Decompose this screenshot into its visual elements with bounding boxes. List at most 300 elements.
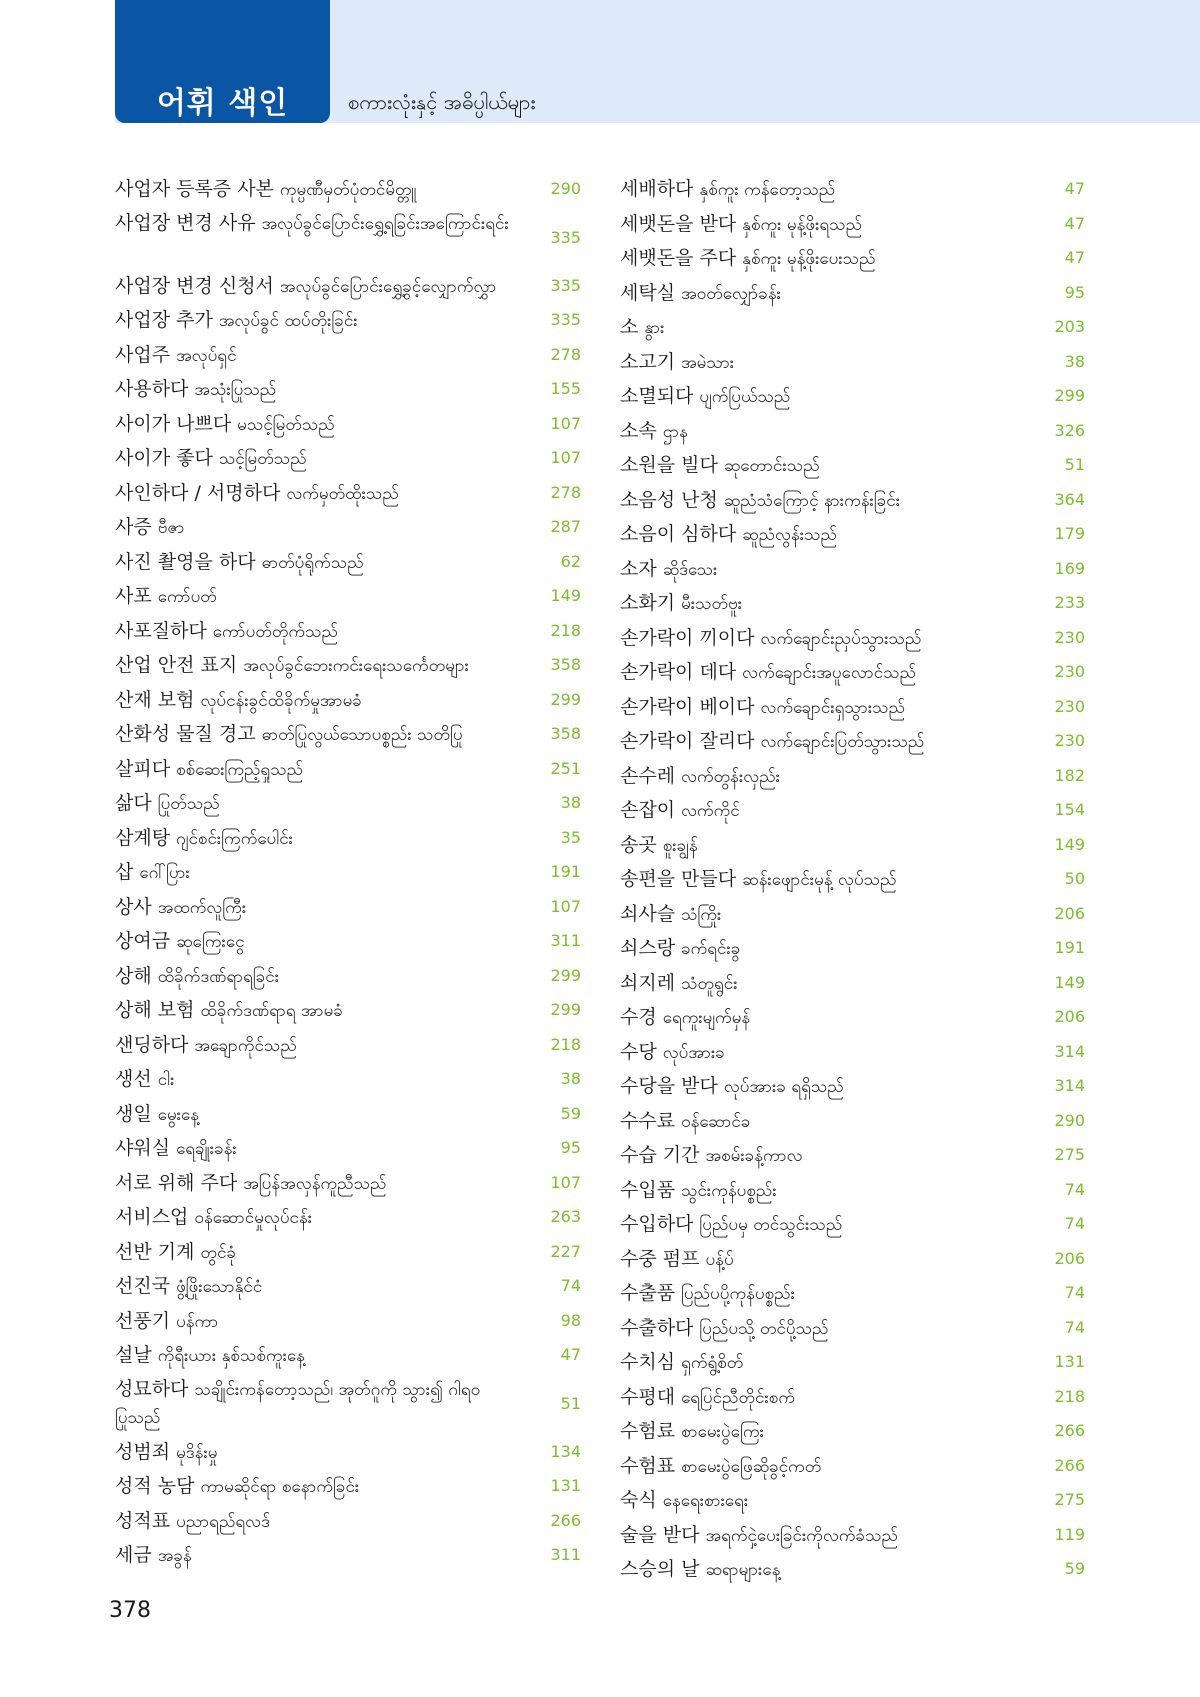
page-reference: 38 bbox=[560, 1069, 581, 1088]
index-entry bbox=[115, 824, 581, 859]
entry-term bbox=[620, 348, 1025, 377]
entry-term bbox=[620, 1555, 1025, 1584]
index-entry bbox=[115, 996, 581, 1031]
entry-term bbox=[620, 279, 1025, 308]
myanmar-meaning: စူးချွန် bbox=[662, 835, 698, 856]
entry-term bbox=[620, 1072, 1025, 1101]
index-entry bbox=[115, 1438, 581, 1473]
entry-term bbox=[115, 1169, 521, 1198]
page-reference: 278 bbox=[550, 344, 581, 364]
korean-term: 성묘하다 bbox=[115, 1377, 189, 1400]
entry-term bbox=[115, 893, 521, 922]
page-reference: 131 bbox=[550, 1476, 581, 1495]
index-entry bbox=[115, 686, 581, 721]
korean-term: 수험표 bbox=[620, 1454, 676, 1477]
entry-term bbox=[115, 651, 521, 680]
index-entry bbox=[115, 582, 581, 617]
myanmar-meaning: ပျက်ပြယ်သည် bbox=[699, 387, 791, 407]
myanmar-meaning: နေရေးစားရေး bbox=[662, 1491, 749, 1511]
korean-term: 세뱃돈을 주다 bbox=[620, 247, 737, 269]
page-reference: 314 bbox=[1054, 1041, 1085, 1061]
index-entry bbox=[620, 210, 1085, 245]
myanmar-meaning: အဝတ်လျှော်ခန်း bbox=[681, 283, 781, 304]
page-reference: 299 bbox=[550, 965, 581, 985]
myanmar-meaning: ကိုရီးယား နှစ်သစ်ကူးနေ့ bbox=[157, 1346, 305, 1366]
myanmar-meaning: အသုံးပြုသည် bbox=[194, 380, 277, 400]
myanmar-meaning: သံတူရွင်း bbox=[681, 973, 738, 994]
korean-term: 성적 농담 bbox=[115, 1475, 195, 1497]
myanmar-meaning: အမဲသား bbox=[681, 352, 735, 373]
myanmar-meaning: ရေပြင်ညီတိုင်းစက် bbox=[681, 1387, 795, 1408]
korean-term: 소속 bbox=[620, 419, 657, 442]
entry-term bbox=[115, 1238, 521, 1267]
index-entry bbox=[115, 617, 581, 652]
entry-term bbox=[115, 582, 521, 611]
page-reference: 35 bbox=[560, 827, 581, 847]
page-reference: 230 bbox=[1054, 662, 1085, 681]
page-reference: 233 bbox=[1054, 593, 1085, 612]
index-entry bbox=[620, 1314, 1085, 1349]
myanmar-meaning: လက်ချောင်းအပူလောင်သည် bbox=[742, 663, 917, 683]
korean-term: 삽 bbox=[115, 861, 134, 883]
myanmar-meaning: ဆရာများနေ့ bbox=[705, 1560, 781, 1580]
myanmar-meaning: ဆူညံသံကြောင့် နားကန်းခြင်း bbox=[723, 490, 901, 511]
index-column-right bbox=[620, 175, 1085, 1590]
page-reference: 266 bbox=[1054, 1455, 1085, 1475]
page-reference: 275 bbox=[1054, 1490, 1085, 1509]
entry-term bbox=[115, 513, 521, 542]
index-entry bbox=[620, 1003, 1085, 1038]
korean-term: 손수레 bbox=[620, 764, 676, 787]
index-entry bbox=[115, 210, 581, 272]
korean-term: 수험료 bbox=[620, 1420, 676, 1442]
entry-term bbox=[620, 934, 1025, 963]
korean-term: 사업자 등록증 사본 bbox=[115, 178, 274, 200]
korean-term: 수평대 bbox=[620, 1385, 676, 1408]
page-reference: 95 bbox=[1064, 282, 1085, 302]
index-entry bbox=[620, 175, 1085, 210]
page-reference: 74 bbox=[1064, 1317, 1085, 1337]
korean-term: 소원을 빌다 bbox=[620, 454, 718, 476]
korean-term: 샤워실 bbox=[115, 1137, 171, 1159]
page-reference: 206 bbox=[1054, 1248, 1085, 1268]
myanmar-meaning: ဝန်ဆောင်မှုလုပ်ငန်း bbox=[194, 1208, 313, 1228]
index-entry bbox=[115, 1376, 581, 1438]
page-reference: 218 bbox=[550, 620, 581, 640]
korean-term: 상해 보험 bbox=[115, 999, 195, 1021]
index-entry bbox=[115, 513, 581, 548]
index-entry bbox=[115, 1169, 581, 1204]
index-entry bbox=[115, 1238, 581, 1273]
page-reference: 74 bbox=[1064, 1283, 1085, 1302]
entry-term bbox=[620, 762, 1025, 791]
korean-term: 사이가 좋다 bbox=[115, 447, 213, 469]
page-reference: 154 bbox=[1054, 800, 1085, 819]
entry-term bbox=[115, 1341, 521, 1370]
index-entry bbox=[620, 1383, 1085, 1418]
myanmar-meaning: ပန်ကာ bbox=[176, 1311, 219, 1332]
myanmar-meaning: ဆူညံလွန်းသည် bbox=[742, 525, 837, 545]
myanmar-meaning: ဌာန bbox=[662, 421, 688, 442]
entry-term bbox=[115, 341, 521, 370]
entry-term bbox=[115, 272, 521, 301]
index-entry bbox=[620, 1348, 1085, 1383]
korean-term: 수수료 bbox=[620, 1109, 676, 1132]
index-entry bbox=[620, 1210, 1085, 1245]
korean-term: 손가락이 데다 bbox=[620, 661, 737, 683]
korean-term: 스승의 날 bbox=[620, 1558, 700, 1580]
page-reference: 206 bbox=[1054, 1007, 1085, 1026]
myanmar-meaning: ခက်ရင်းခွ bbox=[681, 939, 741, 959]
myanmar-meaning: သွင်းကုန်ပစ္စည်း bbox=[681, 1180, 777, 1201]
index-entry bbox=[620, 1176, 1085, 1211]
myanmar-meaning: အလုပ်ခွင်ပြောင်းရွှေ့ရခြင်းအကြောင်းရင်း bbox=[261, 213, 509, 234]
page-reference: 191 bbox=[550, 862, 581, 881]
myanmar-meaning: အပြန်အလှန်ကူညီသည် bbox=[243, 1173, 387, 1194]
page-reference: 134 bbox=[550, 1441, 581, 1461]
index-entry bbox=[620, 1141, 1085, 1176]
index-entry bbox=[115, 858, 581, 893]
page-reference: 95 bbox=[560, 1138, 581, 1157]
index-entry bbox=[620, 934, 1085, 969]
page-reference: 275 bbox=[1054, 1145, 1085, 1164]
page-reference: 74 bbox=[560, 1276, 581, 1295]
myanmar-meaning: ရှက်ရွံ့စိတ် bbox=[681, 1353, 744, 1373]
korean-term: 삶다 bbox=[115, 792, 152, 814]
index-entry bbox=[115, 1507, 581, 1542]
korean-term: 상해 bbox=[115, 964, 152, 987]
index-entry bbox=[115, 893, 581, 928]
myanmar-meaning: နှစ်ကူး မုန့်ဖိုးရသည် bbox=[742, 214, 863, 235]
page-reference: 47 bbox=[1064, 179, 1085, 198]
myanmar-meaning: သံကြိုး bbox=[681, 904, 722, 925]
myanmar-meaning: ပြုတ်သည် bbox=[157, 794, 220, 814]
entry-term bbox=[115, 858, 521, 887]
entry-term bbox=[620, 900, 1025, 929]
myanmar-meaning: လက်ချောင်းညှပ်သွားသည် bbox=[760, 628, 922, 649]
korean-term: 사포 bbox=[115, 585, 152, 607]
page-reference: 230 bbox=[1054, 696, 1085, 716]
entry-term bbox=[620, 244, 1025, 273]
korean-term: 서비스업 bbox=[115, 1206, 189, 1228]
index-column-left bbox=[115, 175, 581, 1576]
entry-term bbox=[620, 1348, 1025, 1377]
page-reference: 230 bbox=[1054, 731, 1085, 750]
entry-term bbox=[620, 1383, 1025, 1412]
entry-term bbox=[620, 175, 1025, 204]
page-reference: 299 bbox=[550, 689, 581, 709]
entry-term bbox=[620, 693, 1025, 722]
page-reference: 230 bbox=[1054, 627, 1085, 647]
page-reference: 266 bbox=[550, 1510, 581, 1530]
index-entry bbox=[620, 693, 1085, 728]
myanmar-meaning: အလုပ်ရှင် bbox=[176, 345, 237, 366]
korean-term: 소 bbox=[620, 316, 639, 338]
page-reference: 74 bbox=[1064, 1214, 1085, 1233]
page-reference: 335 bbox=[550, 275, 581, 295]
entry-term bbox=[620, 313, 1025, 342]
korean-term: 수입품 bbox=[620, 1178, 676, 1201]
index-entry bbox=[115, 1065, 581, 1100]
korean-term: 소고기 bbox=[620, 350, 676, 373]
korean-term: 소음이 심하다 bbox=[620, 523, 737, 545]
myanmar-meaning: သချိုင်းကန်တော့သည်၊ အုတ်ဂူကို သွား၍ ဂါရဝပြုသည် bbox=[115, 1379, 481, 1428]
entry-term bbox=[115, 1472, 521, 1501]
korean-term: 숙식 bbox=[620, 1489, 657, 1511]
page-reference: 107 bbox=[550, 448, 581, 467]
index-entry bbox=[620, 486, 1085, 521]
entry-term bbox=[620, 796, 1025, 825]
entry-term bbox=[115, 1272, 521, 1301]
entry-term bbox=[620, 486, 1025, 515]
entry-term bbox=[620, 520, 1025, 549]
korean-term: 사용하다 bbox=[115, 378, 189, 400]
myanmar-meaning: တွင်ခုံ bbox=[200, 1242, 237, 1263]
myanmar-meaning: ဂျင်စင်းကြက်ပေါင်း bbox=[176, 828, 293, 849]
myanmar-meaning: ပြည်ပသို့ တင်ပို့သည် bbox=[699, 1318, 829, 1339]
korean-term: 성적표 bbox=[115, 1509, 171, 1532]
entry-term bbox=[620, 1279, 1025, 1308]
myanmar-meaning: ရေကူးမျက်မှန် bbox=[662, 1008, 751, 1028]
index-entry bbox=[115, 272, 581, 307]
index-entry bbox=[620, 1107, 1085, 1142]
entry-term bbox=[115, 175, 521, 204]
index-entry bbox=[620, 1521, 1085, 1556]
myanmar-meaning: အလုပ်ခွင် ထပ်တိုးခြင်း bbox=[218, 311, 358, 331]
entry-term bbox=[620, 969, 1025, 998]
korean-term: 서로 위해 주다 bbox=[115, 1171, 238, 1194]
myanmar-meaning: နှစ်ကူး ကန်တော့သည် bbox=[699, 180, 836, 200]
korean-term: 산화성 물질 경고 bbox=[115, 723, 256, 745]
entry-term bbox=[620, 1107, 1025, 1136]
entry-term bbox=[115, 1100, 521, 1129]
index-entry bbox=[115, 651, 581, 686]
myanmar-meaning: ကာမဆိုင်ရာ စနောက်ခြင်း bbox=[200, 1477, 360, 1497]
index-entry bbox=[620, 865, 1085, 900]
myanmar-meaning: လုပ်အားခ ရရှိသည် bbox=[723, 1077, 844, 1097]
entry-term bbox=[115, 686, 521, 715]
myanmar-meaning: လုပ်ငန်းခွင်ထိခိုက်မှုအာမခံ bbox=[200, 690, 362, 711]
korean-term: 사이가 나쁘다 bbox=[115, 412, 232, 435]
index-entry bbox=[115, 341, 581, 376]
entry-term bbox=[620, 555, 1025, 584]
entry-term bbox=[115, 824, 521, 853]
korean-term: 생선 bbox=[115, 1068, 152, 1090]
entry-term bbox=[115, 1134, 521, 1163]
page-reference: 290 bbox=[1054, 1110, 1085, 1130]
korean-term: 소음성 난청 bbox=[620, 488, 718, 511]
korean-term: 산업 안전 표지 bbox=[115, 654, 238, 676]
page-reference: 50 bbox=[1064, 869, 1085, 888]
korean-term: 선풍기 bbox=[115, 1309, 171, 1332]
myanmar-meaning: ဗီဇာ bbox=[157, 518, 185, 538]
myanmar-meaning: အချောကိုင်သည် bbox=[194, 1035, 297, 1056]
page-reference: 47 bbox=[1064, 213, 1085, 233]
korean-term: 쇠사슬 bbox=[620, 902, 676, 925]
korean-term: 수출품 bbox=[620, 1282, 676, 1304]
entry-term bbox=[620, 1245, 1025, 1274]
page-subtitle: စကားလုံးနှင့် အဓိပ္ပါယ်များ bbox=[348, 90, 536, 114]
entry-term bbox=[115, 375, 521, 404]
index-entry bbox=[620, 658, 1085, 693]
page-reference: 263 bbox=[550, 1207, 581, 1226]
page-reference: 59 bbox=[1064, 1559, 1085, 1578]
index-entry bbox=[115, 175, 581, 210]
index-entry bbox=[620, 831, 1085, 866]
index-entry bbox=[620, 1452, 1085, 1487]
myanmar-meaning: ကုမ္ပဏီမှတ်ပုံတင်မိတ္တူ bbox=[279, 180, 417, 200]
page-reference: 155 bbox=[550, 379, 581, 398]
korean-term: 송편을 만들다 bbox=[620, 868, 737, 890]
korean-term: 수당을 받다 bbox=[620, 1075, 718, 1097]
korean-term: 산재 보험 bbox=[115, 688, 195, 711]
entry-term bbox=[620, 624, 1025, 653]
entry-term bbox=[620, 727, 1025, 756]
index-entry bbox=[620, 969, 1085, 1004]
myanmar-meaning: အထက်လူကြီး bbox=[157, 897, 247, 918]
korean-term: 손가락이 베이다 bbox=[620, 695, 755, 718]
entry-term bbox=[620, 1452, 1025, 1481]
page-reference: 266 bbox=[1054, 1421, 1085, 1440]
index-entry bbox=[620, 417, 1085, 452]
page-reference: 98 bbox=[560, 1310, 581, 1330]
entry-term bbox=[620, 382, 1025, 411]
entry-term bbox=[620, 831, 1025, 860]
index-entry bbox=[620, 520, 1085, 555]
page-reference: 51 bbox=[560, 1393, 581, 1413]
entry-term bbox=[115, 479, 521, 508]
index-entry bbox=[115, 755, 581, 790]
korean-term: 송곳 bbox=[620, 833, 657, 856]
page-reference: 218 bbox=[1054, 1386, 1085, 1406]
page-reference: 38 bbox=[560, 793, 581, 812]
index-entry bbox=[620, 796, 1085, 831]
index-entry bbox=[115, 789, 581, 824]
page-reference: 227 bbox=[550, 1241, 581, 1261]
entry-term bbox=[620, 1003, 1025, 1032]
myanmar-meaning: ဖွံ့ဖြိုးသောနိုင်ငံ bbox=[176, 1277, 263, 1297]
index-entry bbox=[115, 1341, 581, 1376]
page-reference: 51 bbox=[1064, 455, 1085, 474]
index-entry bbox=[620, 1486, 1085, 1521]
korean-term: 사업장 변경 신청서 bbox=[115, 274, 274, 297]
myanmar-meaning: လက်တွန်းလှည်း bbox=[681, 766, 780, 787]
myanmar-meaning: ပန့်ပ် bbox=[705, 1249, 734, 1270]
korean-term: 샌딩하다 bbox=[115, 1033, 189, 1056]
index-entry bbox=[115, 720, 581, 755]
korean-term: 세뱃돈을 받다 bbox=[620, 212, 737, 235]
myanmar-meaning: ရေချိုးခန်း bbox=[176, 1139, 237, 1159]
index-entry bbox=[620, 1555, 1085, 1590]
entry-term bbox=[115, 548, 521, 577]
korean-term: 수중 펌프 bbox=[620, 1247, 700, 1270]
myanmar-meaning: ဆိုဒ်သေး bbox=[662, 559, 718, 580]
index-entry bbox=[620, 1038, 1085, 1073]
korean-term: 손잡이 bbox=[620, 799, 676, 821]
myanmar-meaning: လက်ချောင်းရှသွားသည် bbox=[760, 697, 906, 718]
myanmar-meaning: ဆုတောင်းသည် bbox=[723, 456, 820, 476]
entry-term bbox=[115, 720, 521, 749]
index-entry bbox=[620, 1279, 1085, 1314]
myanmar-meaning: စစ်ဆေးကြည့်ရှုသည် bbox=[176, 759, 304, 780]
page-title: 어휘 색인 bbox=[156, 86, 289, 121]
index-entry bbox=[115, 410, 581, 445]
index-entry bbox=[115, 479, 581, 514]
myanmar-meaning: စာမေးပွဲဖြေဆိုခွင့်ကတ် bbox=[681, 1456, 822, 1477]
entry-term bbox=[115, 210, 521, 238]
page-reference: 149 bbox=[550, 586, 581, 605]
page-reference: 314 bbox=[1054, 1076, 1085, 1095]
korean-term: 사업장 변경 사유 bbox=[115, 211, 256, 234]
myanmar-meaning: အစမ်းခန့်ကာလ bbox=[705, 1146, 803, 1166]
page-reference: 107 bbox=[550, 1172, 581, 1192]
myanmar-meaning: မွေးနေ့ bbox=[157, 1104, 200, 1125]
myanmar-meaning: သင့်မြတ်သည် bbox=[218, 449, 307, 469]
entry-term bbox=[620, 417, 1025, 446]
entry-term bbox=[115, 1438, 521, 1467]
index-entry bbox=[115, 1203, 581, 1238]
page-reference: 179 bbox=[1054, 524, 1085, 543]
page-reference: 335 bbox=[550, 227, 581, 247]
myanmar-meaning: လက်ကိုင် bbox=[681, 801, 740, 821]
myanmar-meaning: မီးသတ်ဗူး bbox=[681, 594, 743, 614]
entry-term bbox=[620, 1521, 1025, 1550]
entry-term bbox=[620, 1176, 1025, 1205]
korean-term: 세금 bbox=[115, 1544, 152, 1566]
entry-term bbox=[620, 658, 1025, 687]
myanmar-meaning: ကော်ပတ်တိုက်သည် bbox=[212, 621, 338, 642]
myanmar-meaning: အရက်ငှဲ့ပေးခြင်းကိုလက်ခံသည် bbox=[705, 1525, 898, 1546]
index-entry bbox=[620, 624, 1085, 659]
index-entry bbox=[620, 244, 1085, 279]
korean-term: 소화기 bbox=[620, 592, 676, 614]
entry-term bbox=[115, 1031, 521, 1060]
korean-term: 세배하다 bbox=[620, 178, 694, 200]
index-entry bbox=[620, 727, 1085, 762]
entry-term bbox=[115, 962, 521, 991]
page-reference: 218 bbox=[550, 1034, 581, 1054]
entry-term bbox=[620, 1486, 1025, 1515]
korean-term: 수당 bbox=[620, 1040, 657, 1063]
korean-term: 사업주 bbox=[115, 343, 171, 366]
page-reference: 278 bbox=[550, 482, 581, 502]
myanmar-meaning: အလုပ်ခွင်ပြောင်းရွှေ့ခွင့်လျှောက်လွှာ bbox=[279, 276, 497, 297]
myanmar-meaning: ဓာတ်ပုံရိုက်သည် bbox=[261, 552, 364, 573]
index-entry bbox=[115, 1031, 581, 1066]
korean-term: 사인하다 / 서명하다 bbox=[115, 481, 281, 504]
index-entry bbox=[115, 1134, 581, 1169]
header-tab bbox=[115, 0, 330, 123]
index-entry bbox=[115, 444, 581, 479]
page-reference: 191 bbox=[1054, 938, 1085, 957]
index-entry bbox=[115, 375, 581, 410]
entry-term bbox=[115, 617, 521, 646]
korean-term: 쇠스랑 bbox=[620, 937, 676, 959]
index-entry bbox=[115, 1272, 581, 1307]
index-entry bbox=[620, 313, 1085, 348]
korean-term: 수치심 bbox=[620, 1351, 676, 1373]
korean-term: 선반 기계 bbox=[115, 1240, 195, 1263]
page-reference: 299 bbox=[550, 1000, 581, 1019]
korean-term: 수입하다 bbox=[620, 1213, 694, 1235]
korean-term: 살피다 bbox=[115, 757, 171, 780]
korean-term: 쇠지레 bbox=[620, 971, 676, 994]
page-reference: 47 bbox=[560, 1345, 581, 1364]
myanmar-meaning: ဝန်ဆောင်ခ bbox=[681, 1111, 751, 1132]
entry-term bbox=[115, 789, 521, 818]
page-reference: 299 bbox=[1054, 386, 1085, 405]
myanmar-meaning: အလုပ်ခွင်ဘေးကင်းရေးသင်္ကေတများ bbox=[243, 656, 469, 676]
